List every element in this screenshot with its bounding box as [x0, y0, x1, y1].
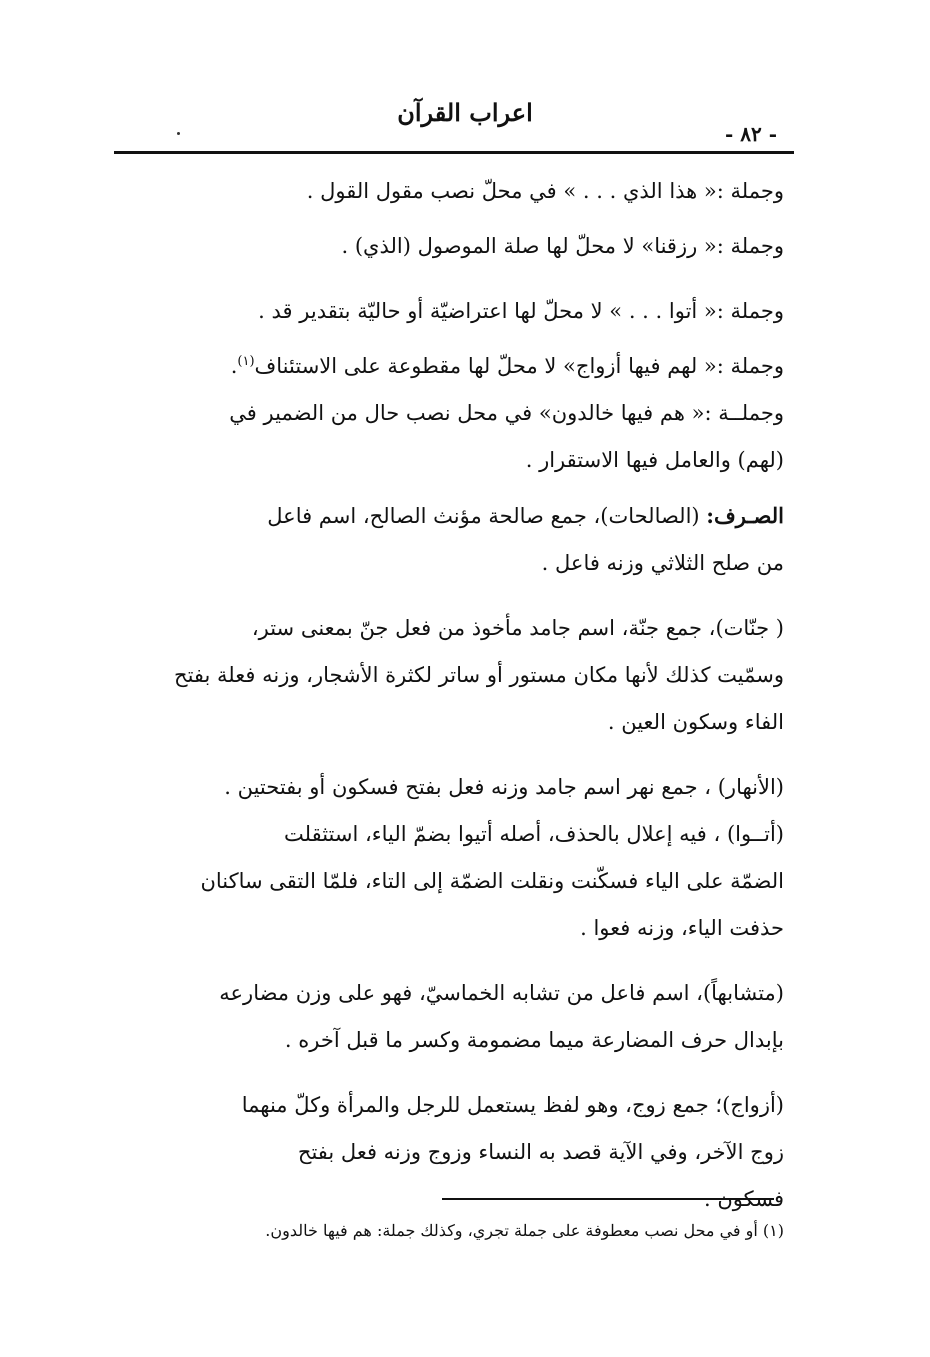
page-number: - ٨٢ - [724, 122, 777, 146]
text-line: وجملة :« رزقنا» لا محلّ لها صلة الموصول (الذي) . [341, 234, 784, 258]
footnote: (١) أو في محل نصب معطوفة على جملة تجري، وكذلك جملة: هم فيها خالدون. [265, 1221, 784, 1240]
text-line: (الأنهار) ، جمع نهر اسم جامد وزنه فعل بفتح فسكون أو بفتحتين . [224, 775, 784, 799]
text-line: (أتــوا) ، فيه إعلال بالحذف، أصله أتيوا بضمّ الياء، استثقلت [284, 822, 784, 846]
footnote-reference: (١) [237, 354, 255, 369]
text-line: الفاء وسكون العين . [607, 710, 784, 734]
text-line: (متشابهاً)، اسم فاعل من تشابه الخماسيّ، فهو على وزن مضارعه [219, 981, 784, 1005]
text-line: (لهم) والعامل فيها الاستقرار . [525, 448, 784, 472]
text-line: وسمّيت كذلك لأنها مكان مستور أو ساتر لكثرة الأشجار، وزنه فعلة بفتح [174, 663, 784, 687]
text-line: وجملــة :« هم فيها خالدون» في محل نصب حال من الضمير في [229, 401, 784, 425]
text-line: وجملة :« هذا الذي . . . » في محلّ نصب مقول القول . [306, 179, 784, 203]
page-title: اعراب القرآن [397, 98, 533, 127]
text-line: ( جنّات)، جمع جنّة، اسم جامد مأخوذ من فعل جنّ بمعنى ستر، [251, 616, 784, 640]
text-line-content: (الصالحات)، جمع صالحة مؤنث الصالح، اسم فاعل [267, 504, 707, 528]
text-line: وجملة :« أتوا . . . » لا محلّ لها اعتراضيّة أو حاليّة بتقدير قد . [258, 299, 784, 323]
header-rule [114, 151, 794, 154]
text-line: فسكون . [704, 1187, 784, 1211]
main-text [104, 168, 784, 1223]
stray-dot [177, 132, 180, 135]
text-line: من صلح الثلاثي وزنه فاعل . [541, 551, 784, 575]
section-heading: الصـرف: [706, 503, 784, 528]
text-line-content: وجملة :« لهم فيها أزواج» لا محلّ لها مقطوعة على الاستئناف [254, 354, 784, 378]
text-line: الضمّة على الياء فسكّنت ونقلت الضمّة إلى التاء، فلمّا التقى ساكنان [200, 869, 784, 893]
text-line: (أزواج)؛ جمع زوج، وهو لفظ يستعمل للرجل والمرأة وكلّ منهما [241, 1093, 784, 1117]
text-line [104, 492, 784, 540]
text-line: بإبدال حرف المضارعة ميما مضمومة وكسر ما قبل آخره . [284, 1028, 784, 1052]
text-line: وجملة :« لهم فيها أزواج» لا محلّ لها مقطوعة على الاستئناف$^{(١)}$. [230, 354, 784, 378]
text-line: حذفت الياء، وزنه فعوا . [580, 916, 784, 940]
footnote-rule [442, 1198, 774, 1200]
text-line: زوج الآخر، وفي الآية قصد به النساء وزوج وزنه فعل بفتح [297, 1140, 784, 1164]
